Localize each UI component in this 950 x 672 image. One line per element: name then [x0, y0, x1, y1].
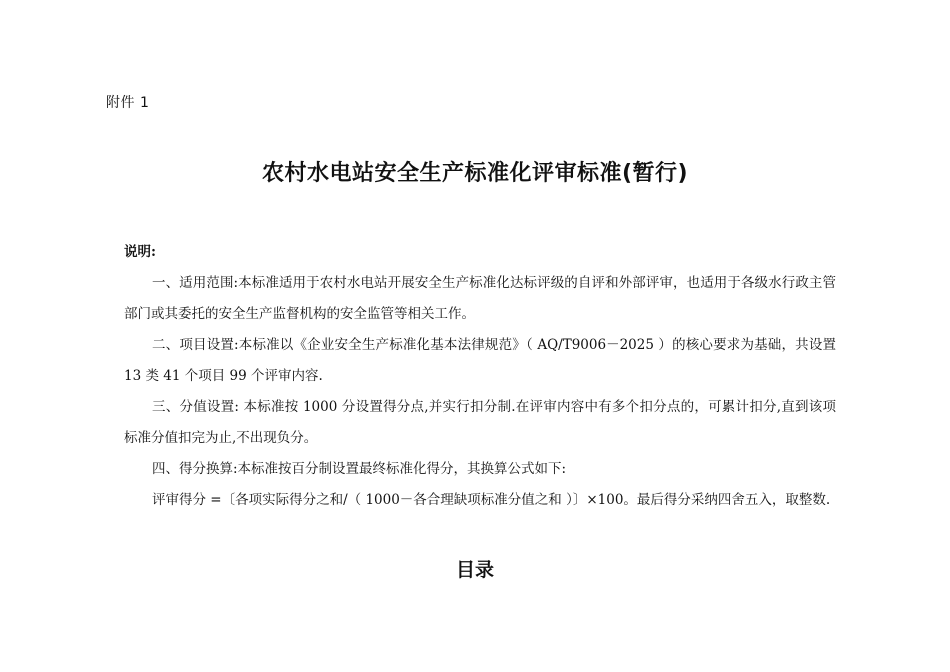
paragraph-scoring: 三、分值设置: 本标准按 1000 分设置得分点,并实行扣分制.在评审内容中有多个扣分点的，可累计扣分,直到该项标准分值扣完为止,不出现负分。 [124, 399, 836, 446]
paragraph-formula: 评审得分 =〔各项实际得分之和/（ 1000－各合理缺项标准分值之和 ）〕×100。最后得分采纳四舍五入，取整数. [152, 492, 831, 508]
paragraph-conversion: 四、得分换算:本标准按百分制设置最终标准化得分，其换算公式如下: [152, 461, 567, 477]
paragraph-scope: 一、适用范围:本标准适用于农村水电站开展安全生产标准化达标评级的自评和外部评审，也适用于各级水行政主管部门或其委托的安全生产监督机构的安全监管等相关工作。 [124, 275, 836, 322]
toc-heading: 目录 [455, 559, 494, 581]
document-title: 农村水电站安全生产标准化评审标准(暂行) [261, 161, 689, 186]
attachment-label: 附件 1 [106, 95, 150, 111]
explanation-label: 说明: [124, 244, 156, 260]
explanation-body [124, 268, 836, 516]
paragraph-items: 二、项目设置:本标准以《企业安全生产标准化基本法律规范》（ AQ/T9006－2025 ）的核心要求为基础，共设置 13 类 41 个项目 99 个评审内容. [124, 337, 836, 384]
